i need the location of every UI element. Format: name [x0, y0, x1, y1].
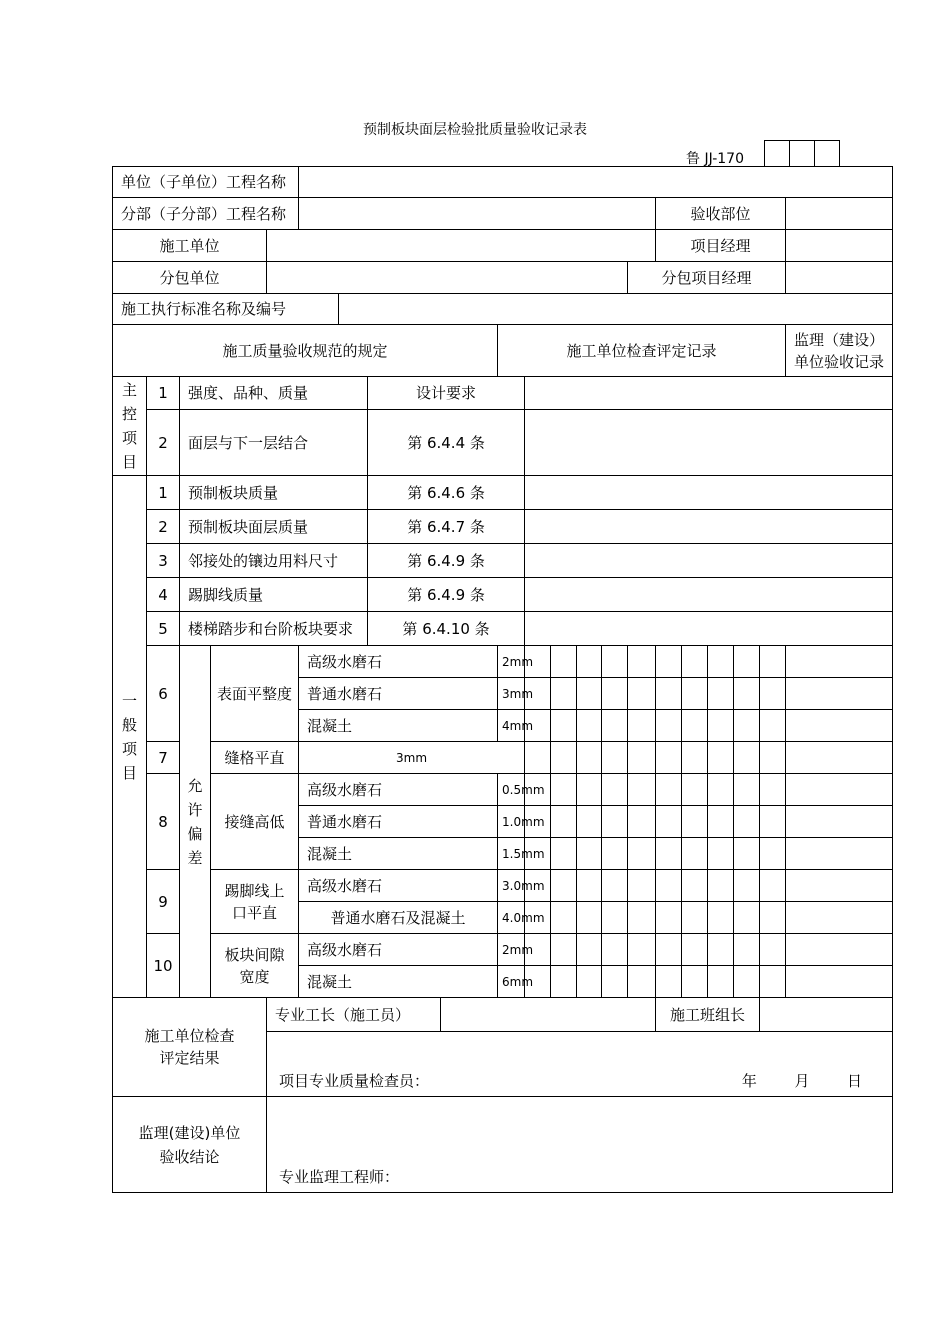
- measure-cell[interactable]: [577, 646, 602, 678]
- measure-cell[interactable]: [656, 774, 682, 806]
- label-char: 目: [121, 453, 137, 471]
- material-name: 混凝土: [299, 838, 498, 870]
- measure-cell[interactable]: [628, 870, 656, 902]
- measure-cell[interactable]: [734, 838, 760, 870]
- measure-cell[interactable]: [628, 774, 656, 806]
- measure-cell[interactable]: [551, 678, 577, 710]
- measure-cell[interactable]: [577, 806, 602, 838]
- team-leader-field[interactable]: [760, 998, 893, 1032]
- measure-cell[interactable]: [551, 934, 577, 966]
- deviation-item-name: 表面平整度: [211, 646, 299, 742]
- contractor-result-line: 评定结果: [159, 1049, 220, 1067]
- label-char: 主: [121, 381, 137, 399]
- tolerance-value: 4mm: [498, 710, 525, 742]
- measure-cell[interactable]: [708, 646, 734, 678]
- item-number: 1: [147, 476, 180, 510]
- item-number: 3: [147, 544, 180, 578]
- measure-cell[interactable]: [656, 646, 682, 678]
- item-name: 楼梯踏步和台阶板块要求: [180, 612, 368, 646]
- measure-cell[interactable]: [734, 774, 760, 806]
- measure-cell[interactable]: [628, 806, 656, 838]
- measure-cell[interactable]: [760, 934, 786, 966]
- quality-inspector-label: 项目专业质量检查员：: [279, 1072, 430, 1090]
- measure-cell[interactable]: [551, 806, 577, 838]
- item-ref: 第 6.4.9 条: [368, 578, 525, 612]
- tolerance-value: 1.5mm: [498, 838, 525, 870]
- measure-cell[interactable]: [602, 710, 628, 742]
- measure-cell[interactable]: [602, 902, 628, 934]
- item-number: 1: [147, 377, 180, 410]
- deviation-name-line: 口平直: [232, 903, 278, 922]
- measure-cell[interactable]: [760, 710, 786, 742]
- measure-cell[interactable]: [734, 646, 760, 678]
- measure-cell[interactable]: [577, 678, 602, 710]
- material-name: 普通水磨石: [299, 678, 498, 710]
- label-char: 目: [121, 763, 137, 782]
- contractor-record-field[interactable]: [525, 544, 893, 578]
- tolerance-value: 3.0mm: [498, 870, 525, 902]
- contractor-result-field[interactable]: [267, 1032, 893, 1097]
- tolerance-value: 2mm: [498, 934, 525, 966]
- measure-cell[interactable]: [551, 870, 577, 902]
- measure-cell[interactable]: [708, 902, 734, 934]
- subcontractor-field[interactable]: [267, 262, 628, 294]
- item-name: 踢脚线质量: [180, 578, 368, 612]
- project-manager-label: 项目经理: [656, 230, 786, 262]
- item-ref: 第 6.4.4 条: [368, 410, 525, 476]
- material-name: 普通水磨石: [299, 806, 498, 838]
- measure-cell[interactable]: [577, 774, 602, 806]
- measure-cell[interactable]: [602, 742, 628, 774]
- measure-cell[interactable]: [551, 742, 577, 774]
- label-char: 般: [121, 715, 137, 734]
- form-title: 预制板块面层检验批质量验收记录表: [363, 122, 587, 138]
- measure-cell[interactable]: [760, 870, 786, 902]
- measure-cell[interactable]: [628, 742, 656, 774]
- measure-cell[interactable]: [682, 678, 708, 710]
- contractor-result-line: 施工单位检查: [144, 1027, 235, 1045]
- item-number: 6: [147, 646, 180, 742]
- measure-cell[interactable]: [628, 934, 656, 966]
- subcontractor-label: 分包单位: [113, 262, 267, 294]
- contractor-record-field[interactable]: [525, 578, 893, 612]
- measure-cell[interactable]: [682, 934, 708, 966]
- item-ref: 第 6.4.9 条: [368, 544, 525, 578]
- contractor-record-field[interactable]: [525, 476, 893, 510]
- measure-cell[interactable]: [656, 934, 682, 966]
- supervisor-conclusion-line: 监理(建设)单位: [138, 1123, 241, 1142]
- foreman-field[interactable]: [441, 998, 656, 1032]
- measure-cell[interactable]: [551, 902, 577, 934]
- contractor-result-label: [113, 998, 267, 1097]
- main-control-label: [113, 377, 147, 476]
- item-name: 预制板块面层质量: [180, 510, 368, 544]
- date-month: 月: [794, 1072, 810, 1090]
- measure-cell[interactable]: [602, 646, 628, 678]
- general-label: [113, 476, 147, 998]
- material-name: 高级水磨石: [299, 774, 498, 806]
- measure-cell[interactable]: [656, 678, 682, 710]
- measure-cell[interactable]: [628, 710, 656, 742]
- measure-cell[interactable]: [786, 774, 893, 806]
- measure-cell[interactable]: [628, 966, 656, 998]
- measure-cell[interactable]: [708, 966, 734, 998]
- deviation-name-line: 宽度: [239, 967, 270, 986]
- tolerance-value: 2mm: [498, 646, 525, 678]
- measure-cell[interactable]: [786, 678, 893, 710]
- supervisor-conclusion-label: [113, 1097, 267, 1193]
- measure-cell[interactable]: [708, 678, 734, 710]
- measure-cell[interactable]: [682, 870, 708, 902]
- measure-cell[interactable]: [682, 806, 708, 838]
- spec-column-header: 施工质量验收规范的规定: [113, 325, 498, 377]
- item-number: 10: [147, 934, 180, 998]
- measure-cell[interactable]: [656, 806, 682, 838]
- measure-cell[interactable]: [734, 742, 760, 774]
- measure-cell[interactable]: [786, 870, 893, 902]
- date-year: 年: [741, 1072, 757, 1090]
- measure-cell[interactable]: [628, 902, 656, 934]
- measure-cell[interactable]: [656, 838, 682, 870]
- item-number: 4: [147, 578, 180, 612]
- sub-project-manager-field[interactable]: [786, 262, 893, 294]
- item-ref: 第 6.4.7 条: [368, 510, 525, 544]
- measure-cell[interactable]: [577, 902, 602, 934]
- contractor-record-field[interactable]: [525, 410, 893, 476]
- date-day: 日: [847, 1072, 863, 1090]
- measure-cell[interactable]: [551, 646, 577, 678]
- measure-cell[interactable]: [734, 934, 760, 966]
- measure-cell[interactable]: [628, 646, 656, 678]
- measure-cell[interactable]: [656, 742, 682, 774]
- team-leader-label: 施工班组长: [656, 998, 760, 1032]
- acceptance-part-label: 验收部位: [656, 198, 786, 230]
- deviation-name-line: 板块间隙: [224, 945, 285, 964]
- measure-cell[interactable]: [602, 806, 628, 838]
- measure-cell[interactable]: [682, 966, 708, 998]
- item-ref: 第 6.4.6 条: [368, 476, 525, 510]
- measure-cell[interactable]: [760, 838, 786, 870]
- standard-label: 施工执行标准名称及编号: [113, 294, 339, 325]
- constructor-field[interactable]: [267, 230, 656, 262]
- measure-cell[interactable]: [708, 806, 734, 838]
- supervisor-record-header: [786, 325, 893, 377]
- measure-cell[interactable]: [682, 838, 708, 870]
- tolerance-value: 1.0mm: [498, 806, 525, 838]
- division-field[interactable]: [299, 198, 656, 230]
- constructor-label: 施工单位: [113, 230, 267, 262]
- supervisor-conclusion-field[interactable]: [267, 1097, 893, 1193]
- contractor-record-field[interactable]: [525, 510, 893, 544]
- measure-cell[interactable]: [656, 902, 682, 934]
- code-box[interactable]: [765, 141, 790, 167]
- label-char: 偏: [187, 824, 203, 843]
- measure-cell[interactable]: [734, 806, 760, 838]
- label-char: 一: [121, 691, 137, 710]
- measure-cell[interactable]: [656, 966, 682, 998]
- measure-cell[interactable]: [708, 774, 734, 806]
- material-name: 普通水磨石及混凝土: [299, 902, 498, 934]
- standard-field[interactable]: [339, 294, 893, 325]
- measure-cell[interactable]: [760, 966, 786, 998]
- deviation-item-name: [211, 870, 299, 934]
- unit-project-label: 单位（子单位）工程名称: [113, 167, 299, 198]
- acceptance-table: [112, 166, 893, 1193]
- allowable-deviation-label: [180, 646, 211, 998]
- measure-cell[interactable]: [708, 870, 734, 902]
- item-number: 2: [147, 410, 180, 476]
- measure-cell[interactable]: [734, 870, 760, 902]
- measure-cell[interactable]: [577, 742, 602, 774]
- measure-cell[interactable]: [628, 838, 656, 870]
- measure-cell[interactable]: [708, 710, 734, 742]
- measure-cell[interactable]: [734, 902, 760, 934]
- measure-cell[interactable]: [551, 710, 577, 742]
- code-box[interactable]: [790, 141, 815, 167]
- measure-cell[interactable]: [602, 870, 628, 902]
- measure-cell[interactable]: [551, 966, 577, 998]
- measure-cell[interactable]: [577, 966, 602, 998]
- measure-cell[interactable]: [786, 742, 893, 774]
- label-char: 项: [121, 429, 137, 447]
- code-boxes: [764, 140, 840, 167]
- measure-cell[interactable]: [682, 902, 708, 934]
- measure-cell[interactable]: [786, 710, 893, 742]
- measure-cell[interactable]: [577, 710, 602, 742]
- item-number: 9: [147, 870, 180, 934]
- measure-cell[interactable]: [577, 838, 602, 870]
- unit-project-field[interactable]: [299, 167, 893, 198]
- measure-cell[interactable]: [786, 806, 893, 838]
- form-code: 鲁 JJ-170: [686, 151, 744, 167]
- measure-cell[interactable]: [551, 774, 577, 806]
- measure-cell[interactable]: [577, 934, 602, 966]
- measure-cell[interactable]: [760, 646, 786, 678]
- label-char: 控: [121, 405, 137, 423]
- deviation-item-name: 缝格平直: [211, 742, 299, 774]
- measure-cell[interactable]: [602, 774, 628, 806]
- measure-cell[interactable]: [708, 742, 734, 774]
- division-label: 分部（子分部）工程名称: [113, 198, 299, 230]
- item-number: 2: [147, 510, 180, 544]
- item-number: 5: [147, 612, 180, 646]
- code-box[interactable]: [815, 141, 840, 167]
- measure-cell[interactable]: [786, 934, 893, 966]
- measure-cell[interactable]: [682, 646, 708, 678]
- measure-cell[interactable]: [577, 870, 602, 902]
- contractor-record-header: 施工单位检查评定记录: [498, 325, 786, 377]
- item-number: 7: [147, 742, 180, 774]
- measure-cell[interactable]: [602, 838, 628, 870]
- supervisor-header-line2: 单位验收记录: [794, 352, 885, 371]
- item-name: 邻接处的镶边用料尺寸: [180, 544, 368, 578]
- material-name: 混凝土: [299, 966, 498, 998]
- acceptance-part-field[interactable]: [786, 198, 893, 230]
- item-name: 强度、品种、质量: [180, 377, 368, 410]
- tolerance-value: 0.5mm: [498, 774, 525, 806]
- material-name: 高级水磨石: [299, 934, 498, 966]
- contractor-record-field[interactable]: [525, 612, 893, 646]
- supervisor-conclusion-line: 验收结论: [159, 1147, 220, 1166]
- measure-cell[interactable]: [760, 806, 786, 838]
- tolerance-value: 4.0mm: [498, 902, 525, 934]
- measure-cell[interactable]: [602, 966, 628, 998]
- label-char: 许: [187, 800, 203, 819]
- measure-cell[interactable]: [628, 678, 656, 710]
- supervisor-header-line1: 监理（建设）: [794, 330, 885, 349]
- sub-project-manager-label: 分包项目经理: [628, 262, 786, 294]
- tolerance-value: 6mm: [498, 966, 525, 998]
- item-name: 预制板块质量: [180, 476, 368, 510]
- measure-cell[interactable]: [551, 838, 577, 870]
- measure-cell[interactable]: [682, 742, 708, 774]
- project-manager-field[interactable]: [786, 230, 893, 262]
- measure-cell[interactable]: [656, 870, 682, 902]
- deviation-name-line: 踢脚线上: [224, 881, 285, 900]
- deviation-item-name: [211, 934, 299, 998]
- label-char: 差: [187, 848, 203, 867]
- measure-cell[interactable]: [682, 710, 708, 742]
- item-number: 8: [147, 774, 180, 870]
- measure-cell[interactable]: [525, 742, 551, 774]
- measure-cell[interactable]: [786, 838, 893, 870]
- measure-cell[interactable]: [734, 678, 760, 710]
- measure-cell[interactable]: [734, 710, 760, 742]
- material-name: 高级水磨石: [299, 870, 498, 902]
- item-name: 面层与下一层结合: [180, 410, 368, 476]
- measure-cell[interactable]: [734, 966, 760, 998]
- measure-cell[interactable]: [786, 646, 893, 678]
- measure-cell[interactable]: [760, 742, 786, 774]
- measure-cell[interactable]: [786, 902, 893, 934]
- measure-cell[interactable]: [708, 934, 734, 966]
- item-ref: 第 6.4.10 条: [368, 612, 525, 646]
- measure-cell[interactable]: [786, 966, 893, 998]
- supervising-engineer-label: 专业监理工程师：: [279, 1168, 400, 1186]
- tolerance-value: 3mm: [299, 742, 525, 774]
- measure-cell[interactable]: [682, 774, 708, 806]
- label-char: 允: [187, 776, 203, 795]
- measure-cell[interactable]: [602, 934, 628, 966]
- deviation-item-name: 接缝高低: [211, 774, 299, 870]
- label-char: 项: [121, 739, 137, 758]
- item-ref: 设计要求: [368, 377, 525, 410]
- measure-cell[interactable]: [708, 838, 734, 870]
- contractor-record-field[interactable]: [525, 377, 893, 410]
- foreman-label: 专业工长（施工员）: [267, 998, 441, 1032]
- material-name: 混凝土: [299, 710, 498, 742]
- measure-cell[interactable]: [760, 902, 786, 934]
- measure-cell[interactable]: [760, 774, 786, 806]
- material-name: 高级水磨石: [299, 646, 498, 678]
- measure-cell[interactable]: [602, 678, 628, 710]
- tolerance-value: 3mm: [498, 678, 525, 710]
- measure-cell[interactable]: [656, 710, 682, 742]
- measure-cell[interactable]: [760, 678, 786, 710]
